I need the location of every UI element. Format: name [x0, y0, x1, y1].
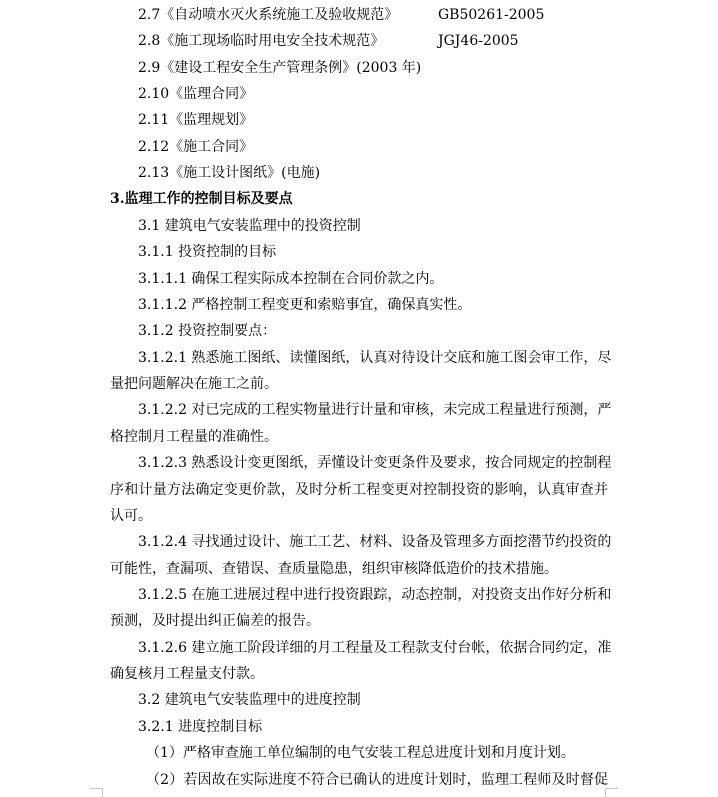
ref-line [0, 2, 718, 28]
paragraph-line: 认可。 [110, 508, 152, 524]
ref-title: 2.12《施工合同》 [138, 139, 254, 155]
paragraph-line: 序和计量方法确定变更价款，及时分析工程变更对控制投资的影响，认真审查并 [110, 482, 608, 498]
ref-title: 2.10《监理合同》 [138, 86, 254, 102]
paragraph-line: 3.1.2.3 熟悉设计变更图纸，弄懂设计变更条件及要求，按合同规定的控制程 [138, 455, 612, 471]
paragraph-line: 3.1.2.4 寻找通过设计、施工工艺、材料、设备及管理多方面挖潜节约投资的 [138, 534, 612, 550]
paragraph-line: 3.1.2.6 建立施工阶段详细的月工程量及工程款支付台帐，依据合同约定，准 [138, 640, 612, 656]
paragraph-line: 格控制月工程量的准确性。 [110, 429, 278, 445]
section-heading: 3.监理工作的控制目标及要点 [110, 191, 293, 207]
paragraph-line: 确复核月工程量支付款。 [110, 666, 264, 682]
ref-line [0, 81, 718, 107]
ref-title: 2.9《建设工程安全生产管理条例》(2003 年) [138, 60, 422, 76]
ref-code: GB50261-2005 [438, 7, 545, 23]
paragraph-line: 量把问题解决在施工之前。 [110, 376, 278, 392]
ref-line [0, 160, 718, 186]
ref-title: 2.8《施工现场临时用电安全技术规范》 [138, 33, 385, 49]
ref-title: 2.11《监理规划》 [138, 112, 254, 128]
page-margin-mark [90, 788, 103, 797]
subsection-heading: 3.2.1 进度控制目标 [138, 719, 263, 735]
subsection-heading: 3.1 建筑电气安装监理中的投资控制 [138, 218, 361, 234]
ref-line [0, 28, 718, 54]
subsection-heading: 3.1.1 投资控制的目标 [138, 244, 277, 260]
paragraph-line: 3.1.2.2 对已完成的工程实物量进行计量和审核，未完成工程量进行预测，严 [138, 402, 612, 418]
paragraph-line: 可能性，查漏项、查错误、查质量隐患，组织审核降低造价的技术措施。 [110, 561, 558, 577]
subsection-heading: 3.1.2 投资控制要点： [138, 323, 277, 339]
paragraph-line: 3.1.2.5 在施工进展过程中进行投资跟踪，动态控制，对投资支出作好分析和 [138, 587, 612, 603]
ref-line [0, 134, 718, 160]
subsection-heading: 3.2 建筑电气安装监理中的进度控制 [138, 692, 361, 708]
ref-line [0, 107, 718, 133]
page-margin-mark [605, 788, 618, 797]
list-item: （1）严格审查施工单位编制的电气安装工程总进度计划和月度计划。 [146, 745, 575, 761]
paragraph-line: 3.1.1.2 严格控制工程变更和索赔事宜，确保真实性。 [138, 297, 472, 313]
ref-title: 2.13《施工设计图纸》(电施) [138, 165, 321, 181]
paragraph-line: 预测，及时提出纠正偏差的报告。 [110, 613, 320, 629]
paragraph-line: 3.1.1.1 确保工程实际成本控制在合同价款之内。 [138, 271, 444, 287]
ref-title: 2.7《自动喷水灭火系统施工及验收规范》 [138, 7, 399, 23]
list-item: （2）若因故在实际进度不符合已确认的进度计划时，监理工程师及时督促 [146, 772, 608, 788]
paragraph-line: 3.1.2.1 熟悉施工图纸、读懂图纸，认真对待设计交底和施工图会审工作，尽 [138, 350, 612, 366]
ref-code: JGJ46-2005 [438, 33, 519, 49]
ref-line [0, 55, 718, 81]
